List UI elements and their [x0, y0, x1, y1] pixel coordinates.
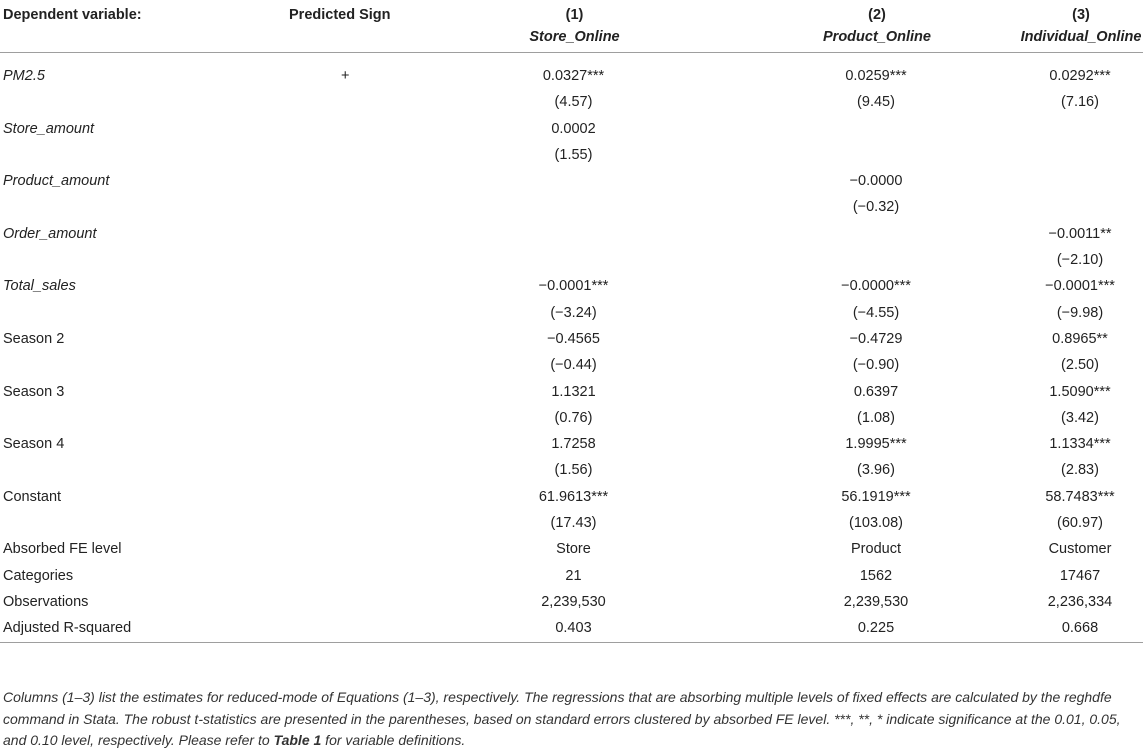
value-cell-col3: [960, 116, 1143, 142]
cell-value: 1.1334***: [1049, 436, 1111, 453]
cell-value: (1.56): [554, 462, 593, 479]
value-cell-col2: [702, 326, 960, 352]
value-cell-col2: [702, 273, 960, 299]
row-label: Season 4: [3, 436, 65, 453]
value-cell-col3: [960, 221, 1143, 247]
cell-value: 17467: [1059, 567, 1101, 584]
value-cell-col3: [960, 194, 1143, 220]
cell-value: −0.0001***: [1045, 278, 1115, 295]
predicted-sign-cell: [265, 273, 423, 299]
table-row: [0, 405, 1143, 431]
cell-value: 21: [565, 567, 582, 584]
predicted-sign-cell: [265, 221, 423, 247]
table-body: [0, 53, 1143, 643]
value-cell-col3: [960, 615, 1143, 642]
table-row: [0, 431, 1143, 457]
row-label: Constant: [3, 488, 62, 505]
predicted-sign-cell: [265, 326, 423, 352]
cell-value: (1.55): [554, 146, 593, 163]
value-cell-col3: [960, 142, 1143, 168]
value-cell-col3: [960, 431, 1143, 457]
value-cell-col3: [960, 457, 1143, 483]
table-row: [0, 510, 1143, 536]
table-row: [0, 326, 1143, 352]
cell-value: 0.0259***: [845, 68, 907, 84]
predicted-sign-cell: [265, 589, 423, 615]
value-cell-col1: [423, 168, 702, 194]
cell-value: 2,239,530: [843, 593, 909, 610]
row-label: [0, 142, 265, 168]
cell-value: 56.1919***: [841, 488, 911, 505]
predicted-sign-cell: [265, 563, 423, 589]
row-label: Season 3: [3, 383, 65, 400]
value-cell-col3: [960, 53, 1143, 90]
cell-value: (17.43): [550, 515, 597, 532]
value-cell-col2: [702, 510, 960, 536]
value-cell-col1: [423, 273, 702, 299]
value-cell-col2: [702, 247, 960, 273]
value-cell-col1: [423, 326, 702, 352]
value-cell-col2: [702, 405, 960, 431]
table-row: [0, 116, 1143, 142]
cell-value: (−2.10): [1056, 252, 1104, 269]
value-cell-col2: [702, 300, 960, 326]
value-cell-col3: [960, 300, 1143, 326]
cell-value: (9.45): [857, 94, 895, 111]
cell-value: (−0.32): [852, 199, 900, 216]
predicted-sign-cell: [265, 457, 423, 483]
value-cell-col3: [960, 589, 1143, 615]
cell-value: (7.16): [1061, 94, 1099, 111]
table-reference-link[interactable]: Table 1: [273, 732, 322, 748]
table-row: [0, 563, 1143, 589]
predicted-sign-cell: [265, 536, 423, 562]
value-cell-col1: [423, 142, 702, 168]
cell-value: Customer: [1048, 541, 1112, 558]
value-cell-col3: [960, 405, 1143, 431]
value-cell-col2: [702, 563, 960, 589]
table-row: [0, 142, 1143, 168]
cell-value: (−0.44): [550, 357, 597, 374]
predicted-sign-cell: [265, 431, 423, 457]
value-cell-col2: [702, 615, 960, 642]
table-row: [0, 168, 1143, 194]
predicted-sign-cell: [265, 89, 423, 115]
cell-value: (60.97): [1057, 515, 1103, 532]
value-cell-col3: [960, 326, 1143, 352]
row-label: PM2.5: [3, 68, 45, 84]
cell-value: 0.225: [857, 620, 895, 637]
row-label: [0, 247, 265, 273]
value-cell-col2: [702, 536, 960, 562]
table-row: [0, 615, 1143, 642]
value-cell-col3: [960, 484, 1143, 510]
predicted-sign-cell: [265, 300, 423, 326]
predicted-sign-cell: [265, 116, 423, 142]
cell-value: 0.668: [1061, 620, 1099, 637]
value-cell-col2: [702, 221, 960, 247]
cell-value: 2,239,530: [541, 593, 606, 610]
table-row: [0, 536, 1143, 562]
value-cell-col3: [960, 536, 1143, 562]
cell-value: 1.7258: [551, 436, 596, 453]
cell-value: −0.0000: [849, 173, 903, 190]
cell-value: 1.9995***: [845, 436, 907, 453]
cell-value: (−9.98): [1056, 304, 1104, 321]
value-cell-col3: [960, 563, 1143, 589]
table-row: [0, 352, 1143, 378]
predicted-sign-cell: [265, 615, 423, 642]
value-cell-col1: [423, 536, 702, 562]
table-header: [0, 0, 1143, 53]
value-cell-col2: [702, 484, 960, 510]
header-spacer: [0, 26, 265, 53]
cell-value: 1562: [859, 567, 893, 584]
row-label: [0, 510, 265, 536]
cell-value: (−3.24): [550, 304, 597, 321]
value-cell-col1: [423, 379, 702, 405]
row-label: Categories: [3, 567, 74, 584]
predicted-sign-cell: [265, 405, 423, 431]
row-label: Observations: [3, 593, 89, 610]
cell-value: −0.0000***: [841, 278, 911, 295]
cell-value: −0.4729: [849, 330, 903, 347]
value-cell-col1: [423, 484, 702, 510]
header-row-numbers: [0, 0, 1143, 26]
cell-value: −0.0001***: [538, 278, 609, 295]
cell-value: 1.5090***: [1049, 383, 1111, 400]
value-cell-col1: [423, 221, 702, 247]
value-cell-col1: [423, 89, 702, 115]
value-cell-col1: [423, 247, 702, 273]
predicted-sign-cell: [265, 510, 423, 536]
table-row: [0, 89, 1143, 115]
value-cell-col2: [702, 53, 960, 90]
value-cell-col2: [702, 116, 960, 142]
cell-value: 0.403: [555, 620, 592, 637]
row-label: Order_amount: [3, 225, 97, 242]
predicted-sign-cell: [265, 142, 423, 168]
table-row: [0, 273, 1143, 299]
row-label: [0, 352, 265, 378]
value-cell-col2: [702, 352, 960, 378]
column-number-1: (1): [565, 7, 584, 23]
table-row: [0, 457, 1143, 483]
predicted-sign-cell: [265, 352, 423, 378]
cell-value: (3.42): [1061, 409, 1099, 426]
table-footnote: [3, 687, 1138, 752]
column-number-3: (3): [1072, 7, 1090, 23]
cell-value: 1.1321: [551, 383, 596, 400]
value-cell-col1: [423, 405, 702, 431]
row-label: Product_amount: [3, 173, 110, 190]
value-cell-col2: [702, 457, 960, 483]
value-cell-col1: [423, 352, 702, 378]
cell-value: 0.0292***: [1049, 68, 1111, 84]
table-row: [0, 379, 1143, 405]
column-name-1: Store_Online: [423, 26, 702, 53]
row-label: Absorbed FE level: [3, 541, 122, 558]
predicted-sign-cell: [265, 484, 423, 510]
value-cell-col3: [960, 352, 1143, 378]
cell-value: 0.6397: [853, 383, 899, 400]
value-cell-col3: [960, 510, 1143, 536]
cell-value: (4.57): [554, 94, 593, 111]
column-number-2: (2): [868, 7, 886, 23]
value-cell-col3: [960, 89, 1143, 115]
cell-value: 0.0002: [551, 120, 596, 137]
cell-value: (2.83): [1061, 462, 1099, 479]
predicted-sign-cell: [265, 379, 423, 405]
table-row: [0, 194, 1143, 220]
value-cell-col2: [702, 379, 960, 405]
header-spacer: [265, 26, 423, 53]
value-cell-col1: [423, 563, 702, 589]
cell-value: 0.8965**: [1052, 330, 1108, 347]
value-cell-col1: [423, 53, 702, 90]
value-cell-col1: [423, 116, 702, 142]
table-row: [0, 53, 1143, 90]
footnote-text: Columns (1–3) list the estimates for reduced-mode of Equations (1–3), respectively. The regressions that are absorbing multiple levels of fixed effects are calculated by the reghdfe command in Stata. The robust t-statistics are presented in the parentheses, based on standard errors clustered by absorbed FE level. ***, **, * indicate significance at the 0.01, 0.05, and 0.10 level, respectively. Please refer to: [3, 689, 1121, 748]
cell-value: −0.4565: [547, 330, 600, 347]
cell-value: 0.0327***: [542, 68, 605, 84]
row-label: [0, 89, 265, 115]
value-cell-col2: [702, 194, 960, 220]
table-row: [0, 221, 1143, 247]
table-row: [0, 300, 1143, 326]
cell-value: −0.0011**: [1048, 225, 1112, 242]
row-label: Season 2: [3, 330, 65, 347]
value-cell-col1: [423, 589, 702, 615]
predicted-sign-cell: +: [341, 68, 350, 84]
cell-value: (−4.55): [852, 304, 900, 321]
value-cell-col3: [960, 168, 1143, 194]
value-cell-col3: [960, 273, 1143, 299]
row-label: Adjusted R-squared: [0, 615, 265, 642]
cell-value: Product: [851, 541, 901, 558]
dependent-variable-header: Dependent variable:: [3, 7, 142, 23]
value-cell-col1: [423, 510, 702, 536]
value-cell-col1: [423, 457, 702, 483]
predicted-sign-cell: [265, 194, 423, 220]
column-name-2: Product_Online: [702, 26, 960, 53]
row-label: Total_sales: [3, 278, 76, 295]
value-cell-col1: [423, 194, 702, 220]
cell-value: 58.7483***: [1045, 488, 1115, 505]
cell-value: (1.08): [857, 409, 895, 426]
cell-value: 2,236,334: [1047, 593, 1113, 610]
header-row-names: [0, 26, 1143, 53]
value-cell-col2: [702, 431, 960, 457]
predicted-sign-cell: [265, 247, 423, 273]
value-cell-col2: [702, 589, 960, 615]
row-label: [0, 457, 265, 483]
table-row: [0, 247, 1143, 273]
row-label: [0, 194, 265, 220]
row-label: [0, 405, 265, 431]
cell-value: 61.9613***: [538, 488, 609, 505]
cell-value: (2.50): [1061, 357, 1099, 374]
cell-value: (0.76): [554, 409, 593, 426]
column-name-3: Individual_Online: [960, 26, 1143, 53]
row-label: Store_amount: [3, 120, 95, 137]
predicted-sign-header: Predicted Sign: [289, 7, 391, 23]
value-cell-col1: [423, 300, 702, 326]
value-cell-col3: [960, 247, 1143, 273]
value-cell-col2: [702, 168, 960, 194]
table-row: [0, 589, 1143, 615]
predicted-sign-cell: [265, 168, 423, 194]
footnote-text-end: for variable definitions.: [321, 732, 466, 748]
cell-value: (103.08): [848, 515, 903, 532]
value-cell-col2: [702, 89, 960, 115]
cell-value: (−0.90): [852, 357, 900, 374]
row-label: [0, 300, 265, 326]
value-cell-col2: [702, 142, 960, 168]
cell-value: Store: [556, 541, 591, 558]
table-row: [0, 484, 1143, 510]
value-cell-col1: [423, 615, 702, 642]
value-cell-col1: [423, 431, 702, 457]
value-cell-col3: [960, 379, 1143, 405]
cell-value: (3.96): [857, 462, 895, 479]
